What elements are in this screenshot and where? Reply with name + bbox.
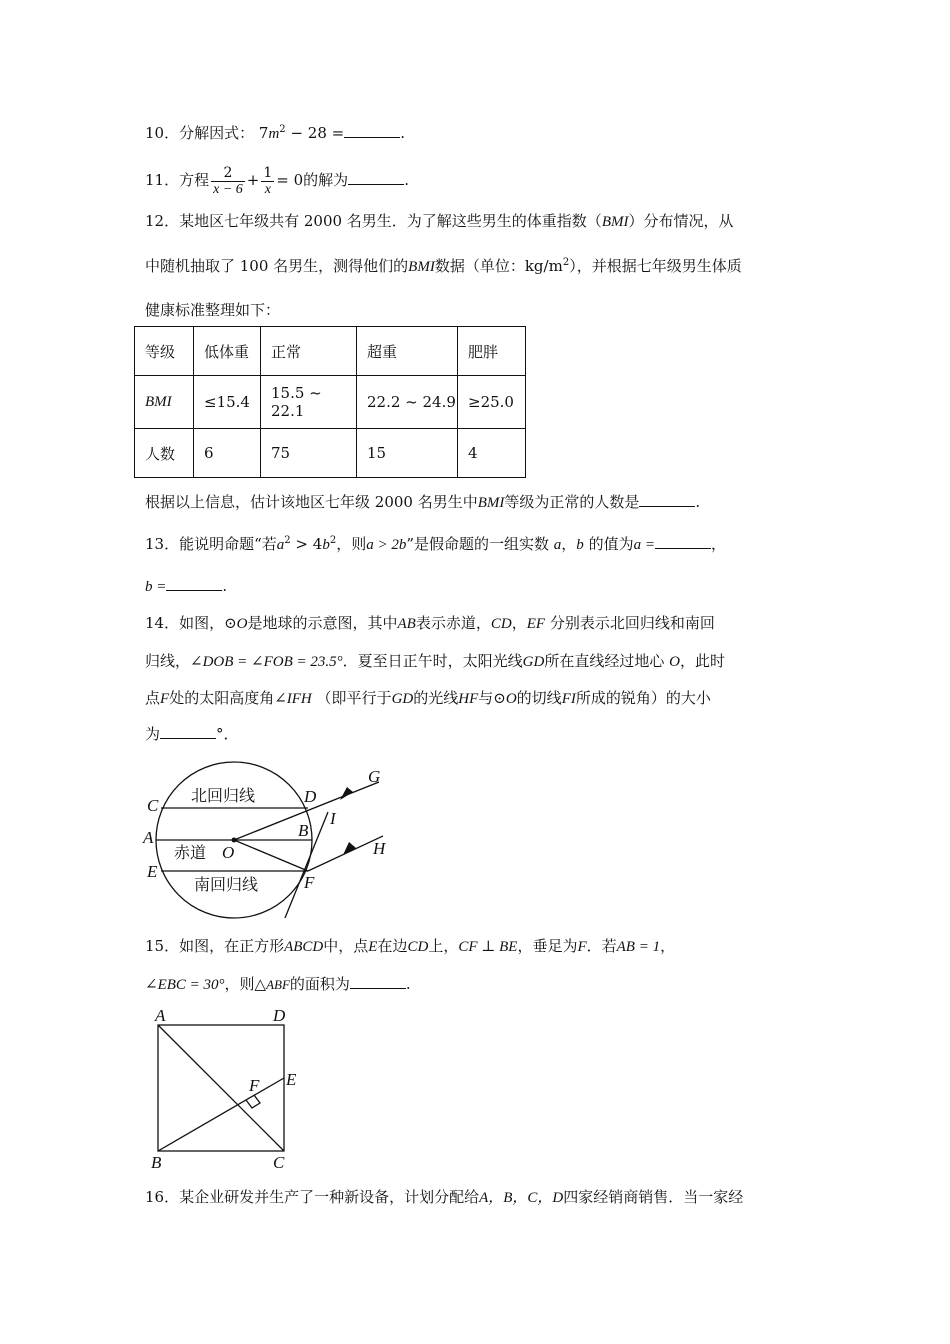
expr-coef: 7 [258,124,269,142]
plus: + [246,171,260,189]
op: > 4 [295,535,323,553]
end-mark: . [404,171,409,189]
unit: kg/m [524,257,563,275]
text: 在边 [377,937,408,955]
question-14-line-1 [145,613,715,634]
center-dot [232,838,237,843]
text: 中，点 [323,937,369,955]
var: b [322,537,330,553]
table-cell: 超重 [357,327,458,376]
segment-af-to-c [158,1025,284,1151]
answer-blank-b[interactable] [166,576,222,591]
question-14-line-4 [145,724,239,744]
line-of [234,840,308,871]
question-12-line-1 [145,211,733,232]
var: ABCD [284,939,324,955]
frac1-den: x − 6 [213,181,243,197]
var: ∠IFH [274,691,312,707]
table-cell: 22.2 ~ 24.9 [357,376,458,429]
label-equator: 赤道 [174,845,207,862]
text: ，垂足为 [517,937,578,955]
answer-blank[interactable] [350,974,406,989]
text: 的切线 [516,689,562,707]
text: 所在直线经过地心 [544,652,665,670]
text: ．夏至日正午时，太阳光线 [342,652,523,670]
answer-blank[interactable] [639,492,695,507]
var: CD [407,939,429,955]
question-12-after [145,492,700,513]
dealer-letters: A，B，C，D [479,1190,564,1206]
point-g: G [368,767,381,786]
var: E [368,939,378,955]
point-b: B [151,1153,162,1172]
text: ．若 [586,937,617,955]
var: a [553,537,562,553]
equals-zero: = 0 [276,171,304,189]
question-11 [145,160,409,200]
text: 是地球的示意图，其中 [247,614,398,632]
text: ），并根据七年级男生体质 [569,257,742,275]
table-row [135,327,526,376]
point-i: I [330,809,336,828]
table-cell: 正常 [261,327,357,376]
var: F [160,691,170,707]
text: 15．如图，在正方形 [145,937,285,955]
text: ，此时 [679,652,725,670]
table-cell: 15.5 ~ 22.1 [261,376,357,429]
perp: CF ⊥ BE [458,939,518,955]
text: 中随机抽取了 100 名男生，测得他们的 [145,257,409,275]
sep: ， [511,614,527,632]
end-mark: . [405,975,411,993]
exp: 2 [329,535,337,546]
table-cell: BMI [135,376,194,429]
question-number: 10． [145,124,180,142]
table-cell: 人数 [135,429,194,478]
angles: ∠DOB = ∠FOB = 23.5° [190,654,343,670]
question-text: 分解因式： [179,124,255,142]
fraction-1 [211,165,245,198]
question-13-line-2 [145,576,227,597]
point-o: O [222,843,235,862]
text: 归线， [145,652,191,670]
text: 13．能说明命题“若 [145,535,277,553]
fraction-2 [261,165,274,198]
question-13-line-1 [145,534,726,555]
text: （即平行于 [316,689,392,707]
earth-diagram [138,760,398,925]
end-mark: . [222,577,228,595]
table-cell: 4 [458,429,526,478]
answer-blank[interactable] [160,724,216,739]
text: 等级为正常的人数是 [504,493,640,511]
var: FI [561,691,576,707]
text: 根据以上信息，估计该地区七年级 2000 名男生中 [145,493,478,511]
var: a [276,537,285,553]
point-a: A [143,828,154,847]
var: AB [397,616,416,632]
unit-exp: 2 [562,257,570,268]
right-angle-mark [246,1095,260,1108]
question-10 [145,123,405,144]
sep: ， [561,535,577,553]
var: HF [458,691,479,707]
point-h: H [373,839,386,858]
text: 数据（单位： [434,257,525,275]
var: GD [522,654,545,670]
var: CD [490,616,512,632]
point-f: F [249,1076,260,1095]
answer-blank[interactable] [348,170,404,185]
expr-var: m [268,126,280,142]
text: 12．某地区七年级共有 2000 名男生．为了解这些男生的体重指数（ [145,212,602,230]
label-south-tropic: 南回归线 [194,877,259,894]
condition: a > 2b [366,537,407,553]
square-diagram [146,1005,316,1175]
end-mark: . [695,493,701,511]
text: ，则 [336,535,367,553]
var: O [669,654,680,670]
answer-blank-a[interactable] [655,534,711,549]
question-12-line-3 [145,300,280,320]
text: 健康标准整理如下： [145,301,281,319]
point-e: E [286,1070,297,1089]
end-mark: . [400,124,405,142]
text: ”是假命题的一组实数 [406,535,549,553]
var: O [236,616,248,632]
angle: ∠EBC = 30° [145,977,225,993]
text: 四家经销商销售．当一家经 [563,1188,744,1206]
point-b: B [298,821,309,840]
frac1-num: 2 [211,165,245,182]
table-cell: 肥胖 [458,327,526,376]
text: 处的太阳高度角 [169,689,275,707]
text: 分别表示北回归线和南回 [549,614,715,632]
text: 表示赤道， [415,614,491,632]
point-d: D [304,787,317,806]
point-a: A [155,1006,166,1025]
text: 与⊙ [478,689,506,707]
bmi-term: BMI [601,214,629,230]
bmi-term: BMI [477,495,505,511]
bmi-table [134,326,526,478]
expr-exp: 2 [279,124,286,135]
answer-blank[interactable] [344,123,400,138]
expr-rest: − 28 = [290,124,345,142]
point-e: E [147,862,158,881]
table-row [135,376,526,429]
text: ，则△ [224,975,267,993]
table-row [135,429,526,478]
text: ）分布情况，从 [628,212,734,230]
label-north-tropic: 北回归线 [191,788,256,805]
text: 14．如图，⊙ [145,614,237,632]
arrow-h [343,842,356,855]
text: 点 [145,689,161,707]
var: EF [526,616,546,632]
table-cell: ≤15.4 [194,376,261,429]
text: 16．某企业研发并生产了一种新设备，计划分配给 [145,1188,480,1206]
table-cell: 低体重 [194,327,261,376]
text: 的光线 [413,689,459,707]
text: °． [216,725,239,743]
text: 的值为 [588,535,634,553]
point-d: D [273,1006,286,1025]
sep: ， [660,937,676,955]
segment-be [158,1078,284,1151]
question-text: 方程 [179,171,210,189]
question-14-line-2 [145,651,725,672]
exp: 2 [284,535,291,546]
point-c: C [273,1153,285,1172]
question-number: 11． [145,171,180,189]
question-14-line-3 [145,688,711,709]
table-cell: ≥25.0 [458,376,526,429]
bmi-term: BMI [408,259,435,275]
question-12-line-2 [145,256,742,277]
table-cell: 75 [261,429,357,478]
sep: ， [710,535,726,553]
b-eq: b = [145,579,167,595]
table-cell: 6 [194,429,261,478]
table-cell: 15 [357,429,458,478]
table-cell: 等级 [135,327,194,376]
var: F [577,939,587,955]
var: AB = 1 [616,939,661,955]
question-16-line-1 [145,1187,743,1208]
var: ABF [266,977,290,992]
point-f: F [304,873,315,892]
point-c: C [147,796,159,815]
text: 为 [145,725,161,743]
var: GD [391,691,414,707]
text: 的面积为 [289,975,350,993]
frac2-den: x [264,181,271,197]
var: O [505,691,517,707]
question-15-line-2 [145,974,411,995]
var: b [576,537,584,553]
text: 所成的锐角）的大小 [575,689,711,707]
text: 上， [428,937,459,955]
a-eq: a = [633,537,655,553]
question-text-2: 的解为 [303,171,349,189]
frac2-num: 1 [263,164,273,181]
question-15-line-1 [145,936,675,957]
